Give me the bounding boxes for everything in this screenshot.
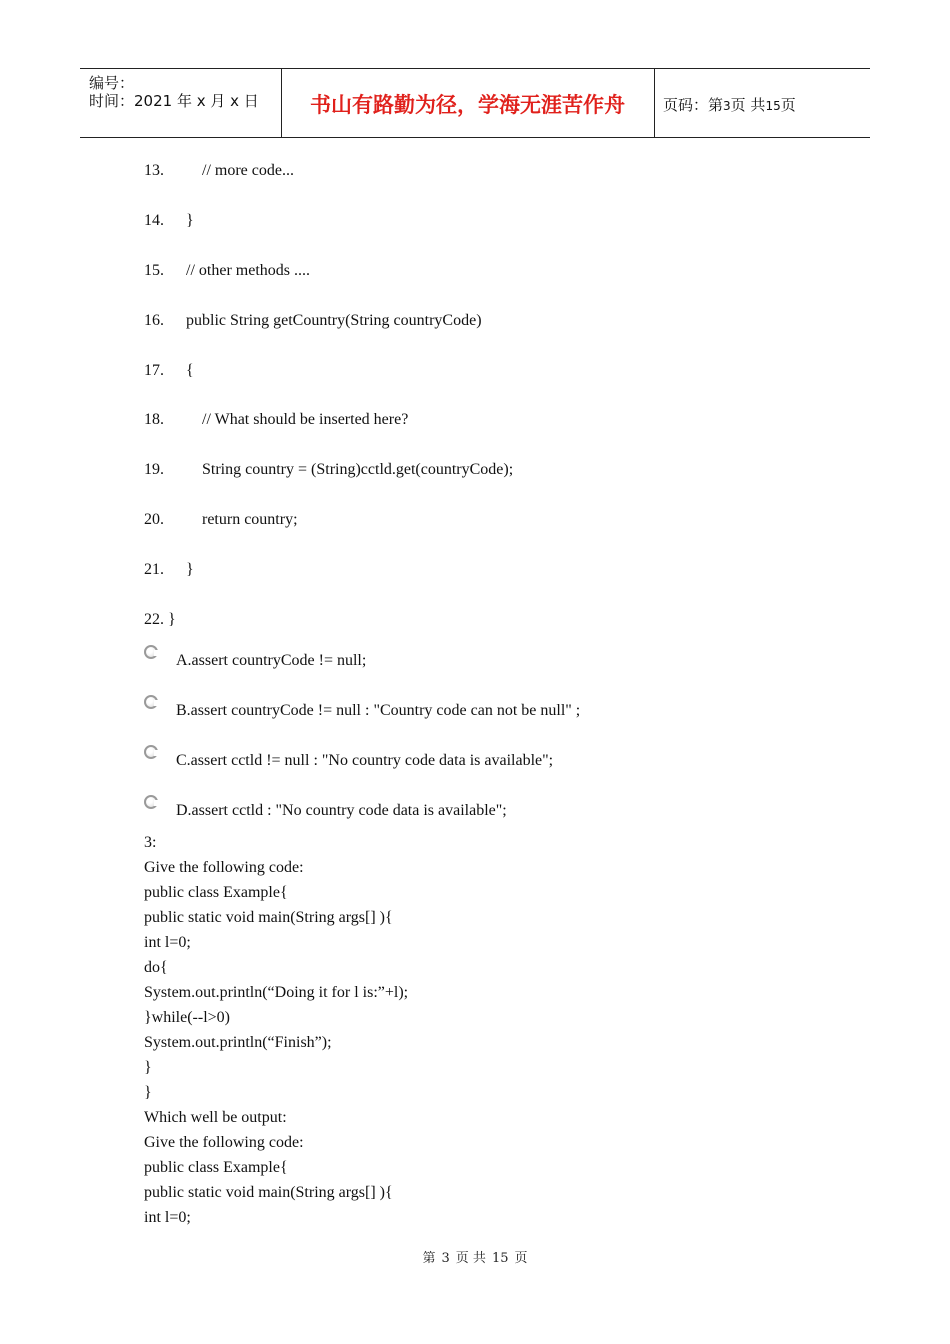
question-code-line: do{ bbox=[144, 959, 168, 976]
footer-current-page: 3 bbox=[441, 1251, 450, 1266]
option-label: D.assert cctld : "No country code data is available"; bbox=[176, 802, 507, 819]
code-line-number: 18. bbox=[144, 411, 164, 428]
page-suffix: 页 bbox=[780, 96, 796, 114]
page-prefix: 页码：第 bbox=[663, 96, 724, 114]
code-line: return country; bbox=[186, 511, 298, 528]
code-line-number: 14. bbox=[144, 212, 164, 229]
question-code-line: System.out.println(“Finish”); bbox=[144, 1034, 332, 1051]
code-line: } bbox=[186, 212, 194, 229]
code-line-number: 15. bbox=[144, 262, 164, 279]
question-code-line: } bbox=[144, 1084, 152, 1101]
question-text: Give the following code: bbox=[144, 859, 304, 876]
option-label: A.assert countryCode != null; bbox=[176, 652, 367, 669]
question-number: 3: bbox=[144, 834, 157, 851]
option-label: B.assert countryCode != null : "Country code can not be null" ; bbox=[176, 702, 581, 719]
code-line: // more code... bbox=[186, 162, 294, 179]
serial-number-label: 编号： bbox=[89, 74, 135, 92]
radio-button-icon[interactable] bbox=[144, 645, 158, 659]
code-line: // What should be inserted here? bbox=[186, 411, 409, 428]
code-line: // other methods .... bbox=[186, 262, 310, 279]
question-code-line: public class Example{ bbox=[144, 884, 288, 901]
footer-total-pages: 15 bbox=[491, 1251, 509, 1266]
page-footer bbox=[0, 1247, 950, 1266]
question-code-line: System.out.println(“Doing it for l is:”+l); bbox=[144, 984, 409, 1001]
question-text: Give the following code: bbox=[144, 1134, 304, 1151]
code-line-number: 21. bbox=[144, 561, 164, 578]
question-code-line: int l=0; bbox=[144, 934, 191, 951]
code-closing-line: 22. } bbox=[144, 611, 176, 628]
page-current: 3 bbox=[723, 99, 731, 113]
code-line: public String getCountry(String countryCode) bbox=[186, 312, 482, 329]
question-code-line: public class Example{ bbox=[144, 1159, 288, 1176]
question-code-line: int l=0; bbox=[144, 1209, 191, 1226]
question-code-line: public static void main(String args[] ){ bbox=[144, 909, 393, 926]
radio-button-icon[interactable] bbox=[144, 795, 158, 809]
code-line-number: 13. bbox=[144, 162, 164, 179]
option-label: C.assert cctld != null : "No country code data is available"; bbox=[176, 752, 554, 769]
code-line-number: 16. bbox=[144, 312, 164, 329]
code-line-number: 17. bbox=[144, 362, 164, 379]
question-code-line: public static void main(String args[] ){ bbox=[144, 1184, 393, 1201]
radio-button-icon[interactable] bbox=[144, 695, 158, 709]
motto-text: 书山有路勤为径，学海无涯苦作舟 bbox=[310, 93, 625, 117]
radio-button-icon[interactable] bbox=[144, 745, 158, 759]
question-text: Which well be output: bbox=[144, 1109, 287, 1126]
code-line-number: 20. bbox=[144, 511, 164, 528]
question-code-line: }while(--l>0) bbox=[144, 1009, 231, 1026]
code-line-number: 19. bbox=[144, 461, 164, 478]
footer-suffix: 页 bbox=[514, 1251, 528, 1266]
page-mid: 页 共 bbox=[730, 96, 766, 114]
question-code-line: } bbox=[144, 1059, 152, 1076]
code-line: } bbox=[186, 561, 194, 578]
code-line: String country = (String)cctld.get(countryCode); bbox=[186, 461, 514, 478]
footer-mid: 页 共 bbox=[455, 1251, 486, 1266]
date-label: 时间：2021 年 x 月 x 日 bbox=[89, 92, 259, 110]
code-line: { bbox=[186, 362, 194, 379]
page-total: 15 bbox=[765, 99, 781, 113]
footer-prefix: 第 bbox=[422, 1251, 436, 1266]
